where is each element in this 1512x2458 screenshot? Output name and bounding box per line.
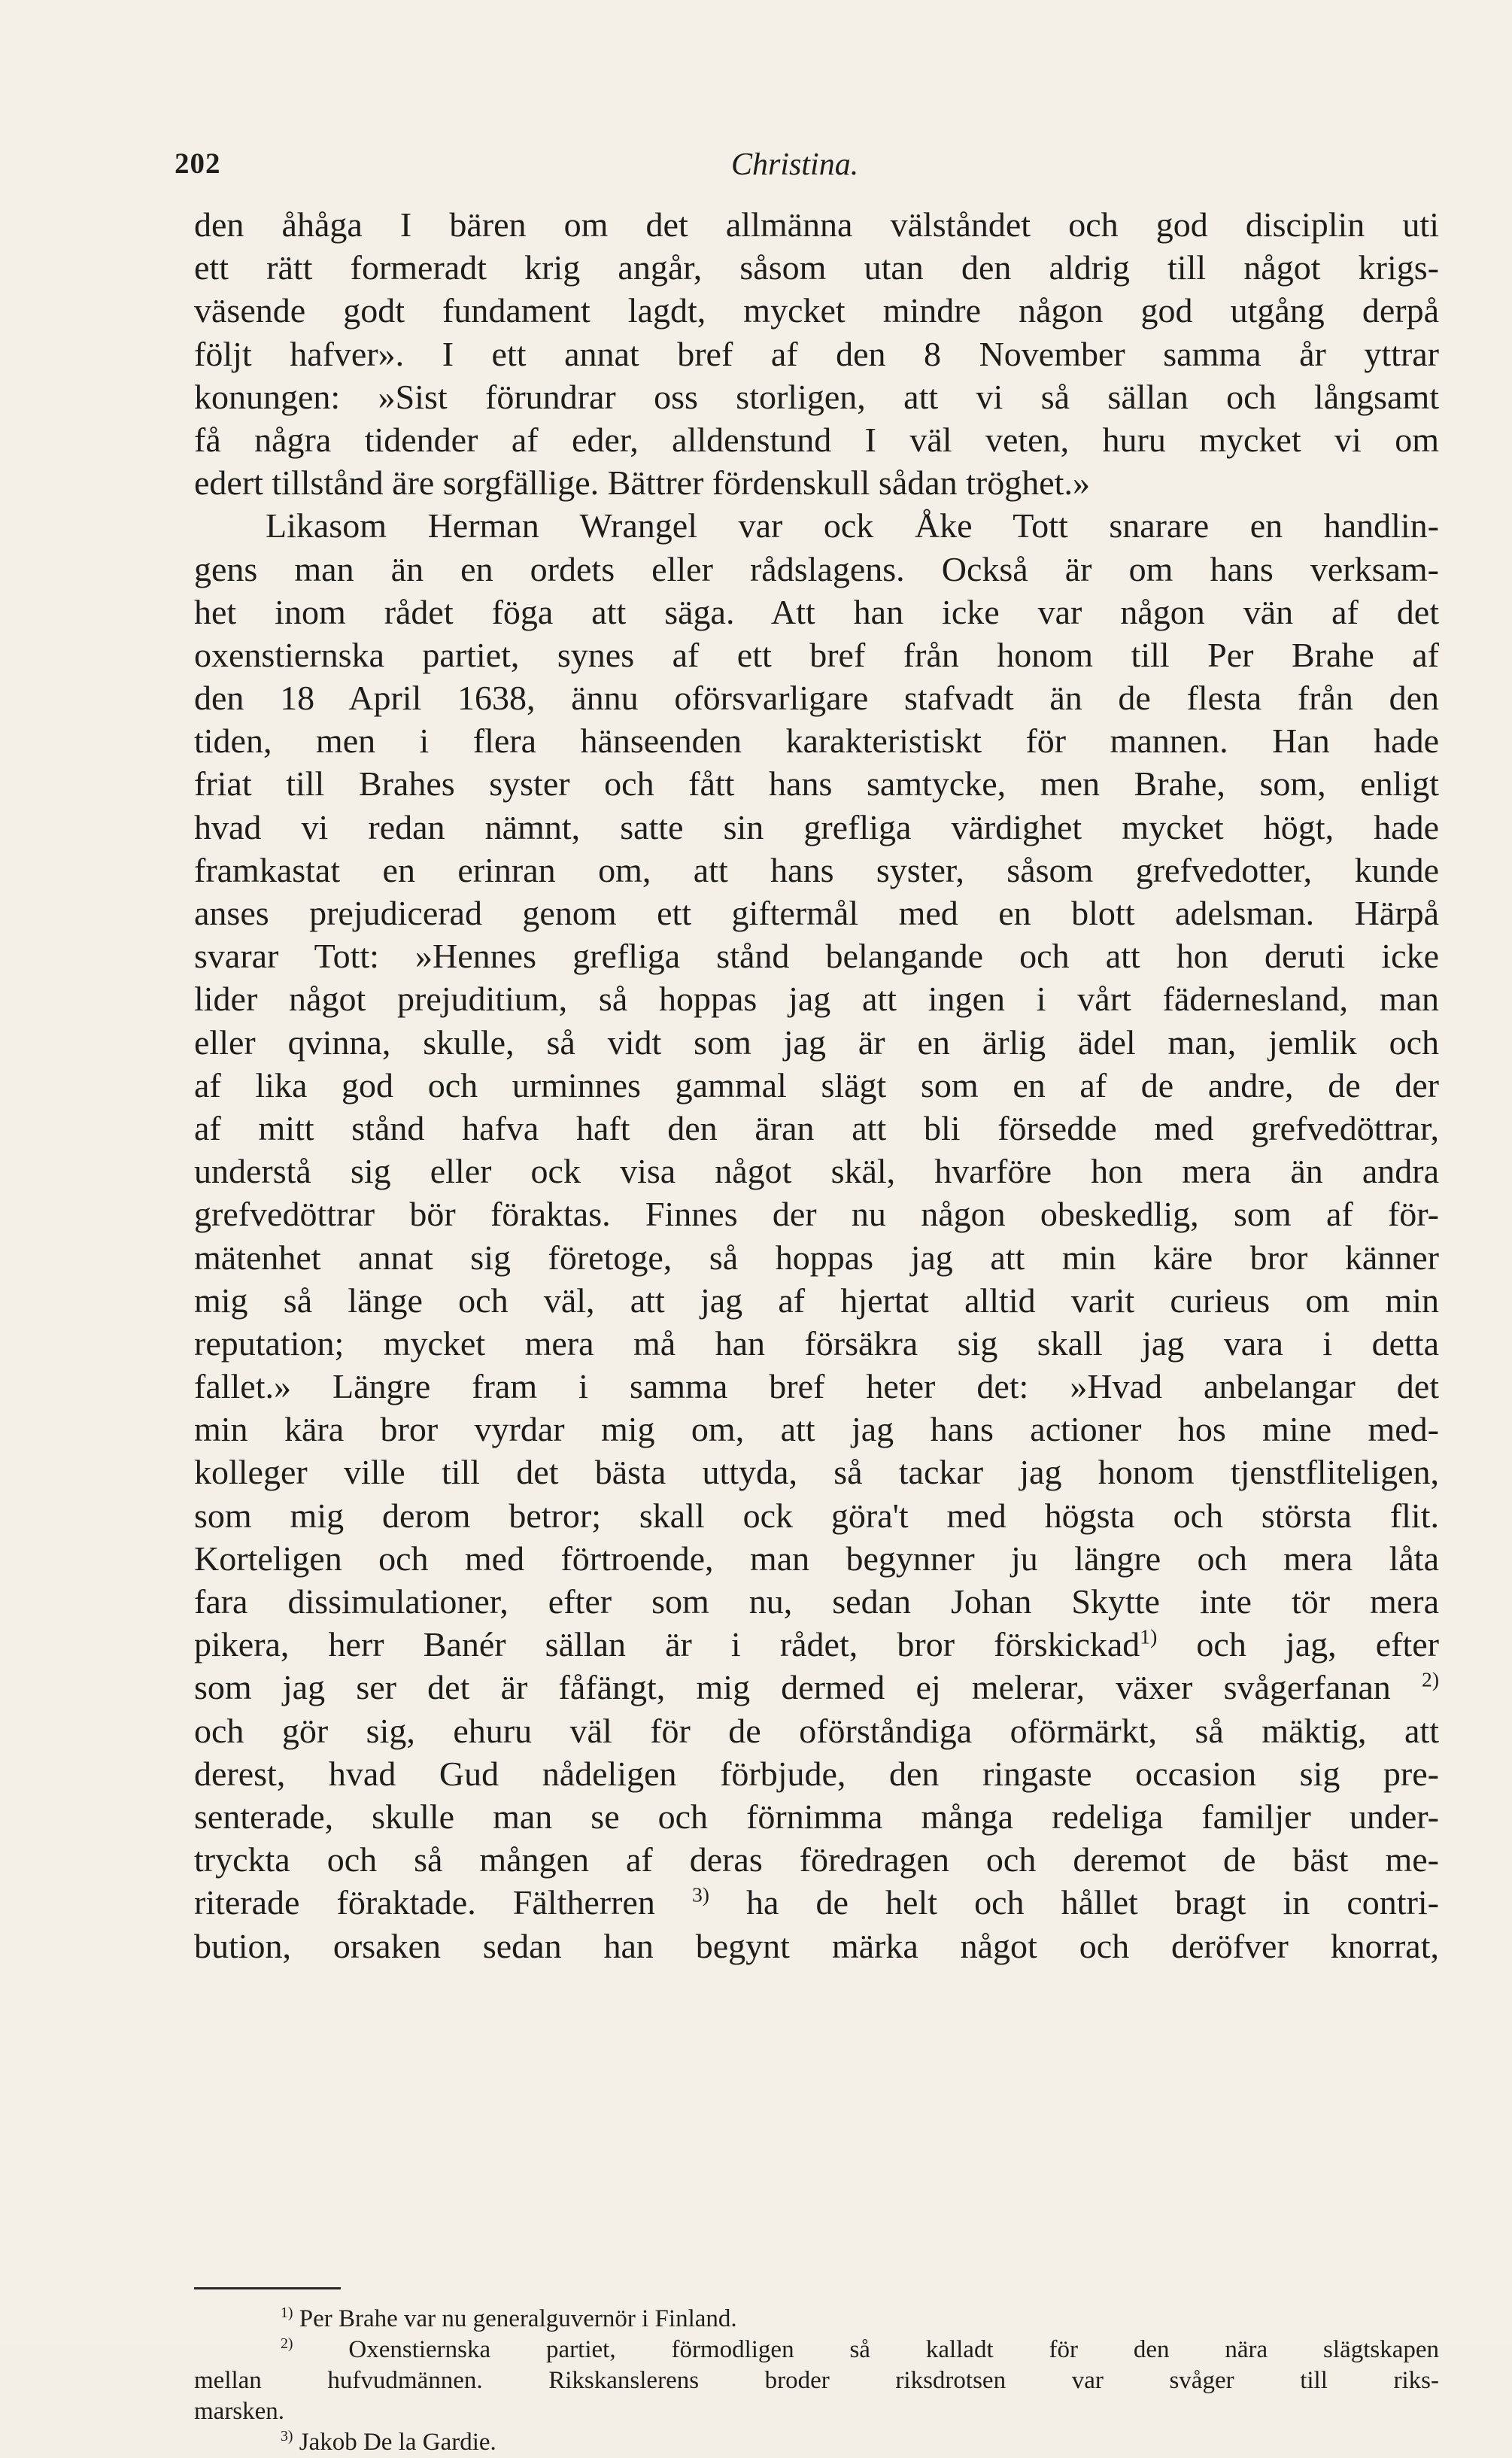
text-line: kolleger ville till det bästa uttyda, så tackar jag honom tjenstfliteligen, [194,1453,1439,1492]
text-line [194,1666,1439,1709]
text-line: hvad vi redan nämnt, satte sin grefliga värdighet mycket högt, hade [194,807,1439,846]
footnote-marker: 3) [691,1882,709,1907]
text-line: den 18 April 1638, ännu oförsvarligare stafvadt än de flesta från den [194,679,1439,718]
text-line: Korteligen och med förtroende, man begynner ju längre och mera låta [194,1539,1439,1578]
text-line: mig så länge och väl, att jag af hjertat alltid varit curieus om min [194,1281,1439,1320]
text-line: konungen: »Sist förundrar oss storligen, att vi så sällan och långsamt [194,377,1439,416]
footnote-number: 1) [281,2305,293,2321]
text-line: gens man än en ordets eller rådslagens. Också är om hans verksam- [194,549,1439,588]
text-line: som mig derom betror; skall ock göra't med högsta och största flit. [194,1496,1439,1535]
footnote-number: 3) [281,2428,293,2444]
footnote-2-continued: mellan hufvudmännen. Rikskanslerens broder riksdrotsen var svåger till riks- [194,2367,1439,2394]
text-line: svarar Tott: »Hennes grefliga stånd belangande och att hon deruti icke [194,937,1439,976]
text-line: mätenhet annat sig företoge, så hoppas jag att min käre bror känner [194,1238,1439,1277]
page-number: 202 [175,147,221,180]
text-line: af lika god och urminnes gammal slägt som en af de andre, de der [194,1065,1439,1104]
footnote-text: Oxenstiernska partiet, förmodligen så kalladt för den nära slägtskapen [348,2336,1440,2363]
text-line: få några tidender af eder, alldenstund I väl veten, huru mycket vi om [194,420,1439,459]
footnote-3 [194,2427,1439,2458]
footnote-marker: 2) [1422,1668,1440,1692]
text-line: den åhåga I bären om det allmänna välståndet och god disciplin uti [194,205,1439,244]
footnote-divider [194,2287,341,2289]
text-line: tryckta och så mången af deras föredragen och deremot de bäst me- [194,1840,1439,1879]
text-line: tiden, men i flera hänseenden karakteristiskt för mannen. Han hade [194,722,1439,761]
text-line: följt hafver». I ett annat bref af den 8 November samma år yttrar [194,334,1439,373]
text-line: framkastat en erinran om, att hans syster, såsom grefvedotter, kunde [194,850,1439,889]
text-line: het inom rådet föga att säga. Att han icke var någon vän af det [194,592,1439,631]
text-line: friat till Brahes syster och fått hans samtycke, men Brahe, som, enligt [194,764,1439,804]
running-title: Christina. [731,147,859,182]
footnote-2 [194,2335,1439,2365]
text-line: Likasom Herman Wrangel var ock Åke Tott snarare en handlin- [266,506,1439,545]
text-line: ett rätt formeradt krig angår, såsom utan den aldrig till något krigs- [194,248,1439,287]
text-fragment: som jag ser det är fåfängt, mig dermed ej melerar, växer svågerfanan [194,1668,1391,1707]
footnote-text: Per Brahe var nu generalguvernör i Finland. [299,2305,737,2332]
text-line: derest, hvad Gud nådeligen förbjude, den ringaste occasion sig pre- [194,1754,1439,1793]
text-line: bution, orsaken sedan han begynt märka något och deröfver knorrat, [194,1926,1439,1965]
footnote-1 [194,2304,1439,2335]
text-line: understå sig eller ock visa något skäl, hvarföre hon mera än andra [194,1152,1439,1191]
text-fragment: och jag, efter [1157,1625,1439,1664]
text-line: reputation; mycket mera må han försäkra sig skall jag vara i detta [194,1323,1439,1363]
text-line: grefvedöttrar bör föraktas. Finnes der nu någon obeskedlig, som af för- [194,1195,1439,1234]
text-line: senterade, skulle man se och förnimma många redeliga familjer under- [194,1797,1439,1836]
text-line: lider något prejuditium, så hoppas jag att ingen i vårt fädernesland, man [194,980,1439,1019]
text-line: fara dissimulationer, efter som nu, sedan Johan Skytte inte tör mera [194,1582,1439,1621]
footnote-text: Jakob De la Gardie. [299,2429,496,2456]
main-text [194,203,1439,1967]
text-line [194,1881,1439,1924]
text-line: väsende godt fundament lagdt, mycket mindre någon god utgång derpå [194,291,1439,330]
page-header [175,147,1446,192]
text-line: och gör sig, ehuru väl för de oförståndiga oförmärkt, så mäktig, att [194,1711,1439,1750]
text-line: edert tillstånd äre sorgfällige. Bättrer fördenskull sådan tröghet.» [194,463,1090,503]
text-line: oxenstiernska partiet, synes af ett bref från honom till Per Brahe af [194,635,1439,674]
text-line: eller qvinna, skulle, så vidt som jag är en ärlig ädel man, jemlik och [194,1022,1439,1062]
footnote-marker: 1) [1140,1624,1158,1648]
text-fragment: pikera, herr Banér sällan är i rådet, bror förskickad [194,1625,1140,1664]
text-line [194,1623,1439,1666]
text-line: af mitt stånd hafva haft den äran att bli försedde med grefvedöttrar, [194,1108,1439,1147]
footnotes [194,2304,1439,2458]
text-fragment: ha de helt och hållet bragt in contri- [709,1883,1439,1922]
text-line: fallet.» Längre fram i samma bref heter det: »Hvad anbelangar det [194,1367,1439,1406]
footnote-number: 2) [281,2335,293,2352]
footnote-2-end: marsken. [194,2398,285,2425]
text-line: anses prejudicerad genom ett giftermål med en blott adelsman. Härpå [194,894,1439,932]
text-fragment: riterade föraktade. Fältherren [194,1883,655,1922]
text-line: min kära bror vyrdar mig om, att jag hans actioner hos mine med- [194,1410,1439,1449]
